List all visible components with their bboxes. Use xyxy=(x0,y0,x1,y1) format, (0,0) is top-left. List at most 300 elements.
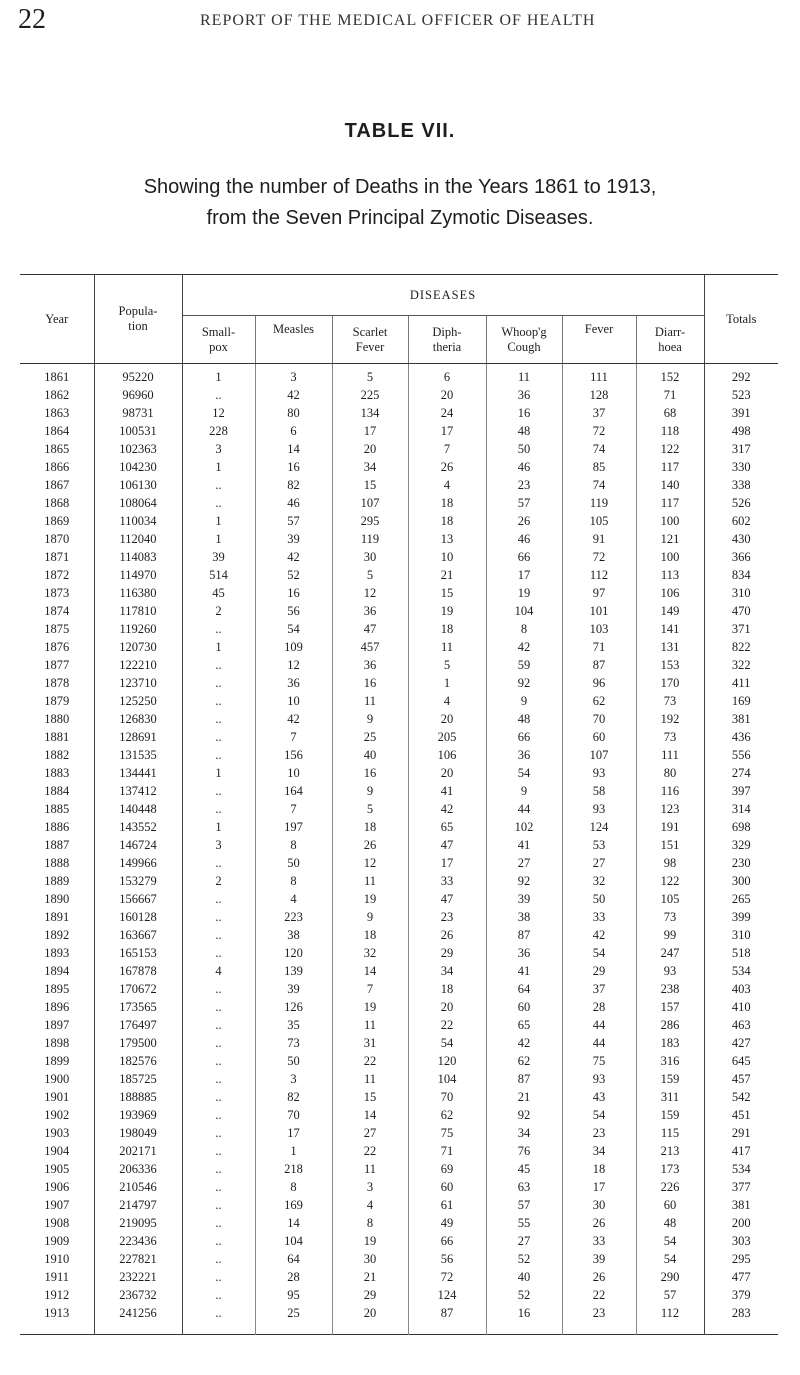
totals-cell: 230 xyxy=(704,854,778,872)
year-cell: 1902 xyxy=(44,1107,70,1122)
whooping-cough-cell: 62 xyxy=(486,1052,562,1070)
whoop-header-line-2: Cough xyxy=(507,339,541,354)
year-cell: 1886 xyxy=(44,819,70,834)
population-cell: 106130 xyxy=(94,476,182,494)
measles-cell: 14 xyxy=(255,440,332,458)
diarrhoea-cell: 106 xyxy=(636,584,704,602)
scarlet-fever-cell: 34 xyxy=(332,458,408,476)
diarrhoea-cell: 57 xyxy=(636,1286,704,1304)
year-cell: 1911 xyxy=(44,1269,70,1284)
fever-cell: 72 xyxy=(562,422,636,440)
table-row xyxy=(20,1034,778,1052)
scarlet-fever-cell: 36 xyxy=(332,656,408,674)
population-cell: 114083 xyxy=(94,548,182,566)
measles-cell: 39 xyxy=(255,980,332,998)
scarlet-fever-cell: 17 xyxy=(332,422,408,440)
smallpox-cell: .. xyxy=(182,1196,255,1214)
year-cell: 1861 xyxy=(44,369,70,384)
caption-line-2: from the Seven Principal Zymotic Diseases. xyxy=(206,207,594,229)
smallpox-cell: .. xyxy=(182,674,255,692)
scarlet-fever-cell: 295 xyxy=(332,512,408,530)
population-cell: 214797 xyxy=(94,1196,182,1214)
population-cell: 170672 xyxy=(94,980,182,998)
year-cell: 1894 xyxy=(44,963,70,978)
fever-cell: 119 xyxy=(562,494,636,512)
totals-cell: 338 xyxy=(704,476,778,494)
whooping-cough-cell: 26 xyxy=(486,512,562,530)
population-cell: 223436 xyxy=(94,1232,182,1250)
population-cell: 236732 xyxy=(94,1286,182,1304)
table-row xyxy=(20,1142,778,1160)
totals-cell: 399 xyxy=(704,908,778,926)
whooping-cough-cell: 44 xyxy=(486,800,562,818)
diarr-header-line-2: hoea xyxy=(658,339,682,354)
population-cell: 153279 xyxy=(94,872,182,890)
measles-cell: 70 xyxy=(255,1106,332,1124)
fever-cell: 111 xyxy=(562,364,636,387)
year-cell: 1895 xyxy=(44,981,70,996)
year-cell: 1885 xyxy=(44,801,70,816)
diarrhoea-cell: 60 xyxy=(636,1196,704,1214)
diarrhoea-cell: 118 xyxy=(636,422,704,440)
measles-cell: 46 xyxy=(255,494,332,512)
whooping-cough-cell: 76 xyxy=(486,1142,562,1160)
totals-cell: 314 xyxy=(704,800,778,818)
table-row xyxy=(20,458,778,476)
diphtheria-cell: 13 xyxy=(408,530,486,548)
fever-cell: 23 xyxy=(562,1304,636,1322)
whooping-cough-cell: 42 xyxy=(486,1034,562,1052)
population-cell: 165153 xyxy=(94,944,182,962)
diarrhoea-cell: 98 xyxy=(636,854,704,872)
smallpox-cell: .. xyxy=(182,656,255,674)
diarrhoea-cell: 151 xyxy=(636,836,704,854)
table-row xyxy=(20,364,778,387)
diphtheria-cell: 70 xyxy=(408,1088,486,1106)
totals-cell: 534 xyxy=(704,962,778,980)
smallpox-cell: .. xyxy=(182,1250,255,1268)
fever-cell: 50 xyxy=(562,890,636,908)
table-row xyxy=(20,566,778,584)
totals-cell: 498 xyxy=(704,422,778,440)
whooping-cough-cell: 39 xyxy=(486,890,562,908)
table-row xyxy=(20,476,778,494)
diarrhoea-cell: 157 xyxy=(636,998,704,1016)
whooping-cough-cell: 11 xyxy=(486,364,562,387)
diphtheria-cell: 60 xyxy=(408,1178,486,1196)
population-cell: 185725 xyxy=(94,1070,182,1088)
measles-cell: 42 xyxy=(255,386,332,404)
diphtheria-cell: 22 xyxy=(408,1016,486,1034)
diarrhoea-cell: 71 xyxy=(636,386,704,404)
scarlet-fever-cell: 30 xyxy=(332,548,408,566)
measles-cell: 95 xyxy=(255,1286,332,1304)
fever-cell: 124 xyxy=(562,818,636,836)
measles-cell: 156 xyxy=(255,746,332,764)
whooping-cough-cell: 64 xyxy=(486,980,562,998)
diphtheria-cell: 87 xyxy=(408,1304,486,1322)
measles-cell: 36 xyxy=(255,674,332,692)
diphtheria-cell: 10 xyxy=(408,548,486,566)
measles-cell: 56 xyxy=(255,602,332,620)
fever-cell: 87 xyxy=(562,656,636,674)
year-cell: 1913 xyxy=(44,1305,70,1320)
measles-cell: 73 xyxy=(255,1034,332,1052)
smallpox-cell: .. xyxy=(182,476,255,494)
totals-cell: 534 xyxy=(704,1160,778,1178)
scarlet-fever-cell: 5 xyxy=(332,566,408,584)
table-row xyxy=(20,728,778,746)
scarlet-fever-cell: 25 xyxy=(332,728,408,746)
measles-cell: 120 xyxy=(255,944,332,962)
smallpox-cell: .. xyxy=(182,890,255,908)
table-row xyxy=(20,944,778,962)
fever-cell: 34 xyxy=(562,1142,636,1160)
table-row xyxy=(20,710,778,728)
table-row xyxy=(20,908,778,926)
population-cell: 227821 xyxy=(94,1250,182,1268)
year-cell: 1868 xyxy=(44,495,70,510)
diarrhoea-cell: 111 xyxy=(636,746,704,764)
table-row xyxy=(20,512,778,530)
fever-cell: 32 xyxy=(562,872,636,890)
fever-cell: 54 xyxy=(562,944,636,962)
population-cell: 131535 xyxy=(94,746,182,764)
measles-cell: 10 xyxy=(255,692,332,710)
population-cell: 206336 xyxy=(94,1160,182,1178)
totals-cell: 430 xyxy=(704,530,778,548)
population-cell: 112040 xyxy=(94,530,182,548)
scarlet-fever-cell: 15 xyxy=(332,476,408,494)
smallpox-cell: .. xyxy=(182,926,255,944)
fever-cell: 30 xyxy=(562,1196,636,1214)
year-cell: 1867 xyxy=(44,477,70,492)
diarrhoea-cell: 170 xyxy=(636,674,704,692)
diphtheria-cell: 19 xyxy=(408,602,486,620)
totals-cell: 291 xyxy=(704,1124,778,1142)
whooping-cough-cell: 59 xyxy=(486,656,562,674)
population-cell: 163667 xyxy=(94,926,182,944)
smallpox-cell: .. xyxy=(182,710,255,728)
measles-cell: 50 xyxy=(255,854,332,872)
diarrhoea-cell: 226 xyxy=(636,1178,704,1196)
table-row xyxy=(20,1160,778,1178)
whooping-cough-cell: 23 xyxy=(486,476,562,494)
table-row xyxy=(20,1124,778,1142)
year-cell: 1900 xyxy=(44,1071,70,1086)
fever-cell: 53 xyxy=(562,836,636,854)
population-cell: 108064 xyxy=(94,494,182,512)
smallpox-cell: .. xyxy=(182,980,255,998)
scarlet-fever-cell: 9 xyxy=(332,710,408,728)
fever-cell: 42 xyxy=(562,926,636,944)
year-cell: 1907 xyxy=(44,1197,70,1212)
diph-header-line-1: Diph- xyxy=(432,324,462,339)
population-cell: 173565 xyxy=(94,998,182,1016)
smallpox-cell: .. xyxy=(182,494,255,512)
fever-cell: 60 xyxy=(562,728,636,746)
diarrhoea-cell: 290 xyxy=(636,1268,704,1286)
measles-cell: 12 xyxy=(255,656,332,674)
population-cell: 160128 xyxy=(94,908,182,926)
measles-cell: 169 xyxy=(255,1196,332,1214)
population-cell: 100531 xyxy=(94,422,182,440)
smallpox-cell: .. xyxy=(182,854,255,872)
measles-cell: 50 xyxy=(255,1052,332,1070)
smallpox-cell: .. xyxy=(182,1160,255,1178)
fever-cell: 18 xyxy=(562,1160,636,1178)
year-cell: 1871 xyxy=(44,549,70,564)
fever-cell: 112 xyxy=(562,566,636,584)
year-cell: 1875 xyxy=(44,621,70,636)
diphtheria-cell: 205 xyxy=(408,728,486,746)
whooping-cough-cell: 40 xyxy=(486,1268,562,1286)
population-cell: 123710 xyxy=(94,674,182,692)
table-row xyxy=(20,638,778,656)
year-cell: 1905 xyxy=(44,1161,70,1176)
diphtheria-cell: 20 xyxy=(408,998,486,1016)
diarrhoea-cell: 73 xyxy=(636,692,704,710)
diarrhoea-cell: 99 xyxy=(636,926,704,944)
population-cell: 126830 xyxy=(94,710,182,728)
population-cell: 219095 xyxy=(94,1214,182,1232)
table-row xyxy=(20,656,778,674)
diarrhoea-cell: 286 xyxy=(636,1016,704,1034)
whooping-cough-cell: 46 xyxy=(486,458,562,476)
whooping-cough-cell: 60 xyxy=(486,998,562,1016)
population-cell: 176497 xyxy=(94,1016,182,1034)
smallpox-cell: 2 xyxy=(182,872,255,890)
scarlet-fever-cell: 20 xyxy=(332,440,408,458)
scarlet-fever-cell: 18 xyxy=(332,926,408,944)
fever-cell: 96 xyxy=(562,674,636,692)
diphtheria-cell: 106 xyxy=(408,746,486,764)
table-row xyxy=(20,782,778,800)
totals-cell: 602 xyxy=(704,512,778,530)
smallpox-cell: .. xyxy=(182,1232,255,1250)
diphtheria-cell: 26 xyxy=(408,458,486,476)
totals-cell: 381 xyxy=(704,710,778,728)
scarlet-fever-cell: 5 xyxy=(332,364,408,387)
totals-cell: 310 xyxy=(704,584,778,602)
scarlet-fever-cell: 457 xyxy=(332,638,408,656)
fever-cell: 44 xyxy=(562,1034,636,1052)
fever-cell: 75 xyxy=(562,1052,636,1070)
smallpox-cell: 1 xyxy=(182,638,255,656)
measles-cell: 139 xyxy=(255,962,332,980)
diphtheria-cell: 18 xyxy=(408,494,486,512)
table-row xyxy=(20,602,778,620)
year-cell: 1890 xyxy=(44,891,70,906)
smallpox-cell: .. xyxy=(182,1124,255,1142)
diphtheria-cell: 15 xyxy=(408,584,486,602)
measles-cell: 164 xyxy=(255,782,332,800)
scarlet-fever-cell: 47 xyxy=(332,620,408,638)
smallpox-cell: .. xyxy=(182,620,255,638)
diphtheria-cell: 65 xyxy=(408,818,486,836)
diphtheria-cell: 20 xyxy=(408,764,486,782)
whoop-header-line-1: Whoop'g xyxy=(501,324,547,339)
year-cell: 1891 xyxy=(44,909,70,924)
diarrhoea-cell: 141 xyxy=(636,620,704,638)
table-row xyxy=(20,854,778,872)
scarlet-fever-cell: 11 xyxy=(332,692,408,710)
fever-cell: 93 xyxy=(562,764,636,782)
smallpox-cell: 3 xyxy=(182,836,255,854)
fever-cell: 39 xyxy=(562,1250,636,1268)
measles-cell: 64 xyxy=(255,1250,332,1268)
smallpox-cell: 228 xyxy=(182,422,255,440)
table-row xyxy=(20,530,778,548)
diphtheria-cell: 66 xyxy=(408,1232,486,1250)
whooping-cough-cell: 46 xyxy=(486,530,562,548)
smallpox-cell: .. xyxy=(182,386,255,404)
caption-line-1: Showing the number of Deaths in the Years 1861 to 1913, xyxy=(143,176,657,198)
table-row xyxy=(20,1196,778,1214)
totals-cell: 377 xyxy=(704,1178,778,1196)
year-cell: 1869 xyxy=(44,513,70,528)
totals-cell: 379 xyxy=(704,1286,778,1304)
measles-cell: 4 xyxy=(255,890,332,908)
totals-cell: 397 xyxy=(704,782,778,800)
diphtheria-cell: 75 xyxy=(408,1124,486,1142)
population-cell: 98731 xyxy=(94,404,182,422)
fever-cell: 17 xyxy=(562,1178,636,1196)
whooping-cough-cell: 45 xyxy=(486,1160,562,1178)
year-cell: 1877 xyxy=(44,657,70,672)
measles-cell: 82 xyxy=(255,1088,332,1106)
diphtheria-cell: 24 xyxy=(408,404,486,422)
table-row xyxy=(20,1088,778,1106)
table-row xyxy=(20,800,778,818)
diphtheria-cell: 7 xyxy=(408,440,486,458)
population-cell: 125250 xyxy=(94,692,182,710)
whooping-cough-cell: 92 xyxy=(486,674,562,692)
measles-cell: 42 xyxy=(255,548,332,566)
diarrhoea-cell: 122 xyxy=(636,872,704,890)
totals-cell: 411 xyxy=(704,674,778,692)
diphtheria-cell: 56 xyxy=(408,1250,486,1268)
totals-cell: 834 xyxy=(704,566,778,584)
whooping-cough-cell: 41 xyxy=(486,836,562,854)
scarlet-fever-cell: 26 xyxy=(332,836,408,854)
whooping-cough-cell: 104 xyxy=(486,602,562,620)
whooping-cough-cell: 36 xyxy=(486,386,562,404)
fever-cell: 62 xyxy=(562,692,636,710)
diphtheria-cell: 26 xyxy=(408,926,486,944)
totals-cell: 300 xyxy=(704,872,778,890)
scarlet-fever-cell: 19 xyxy=(332,890,408,908)
population-cell: 210546 xyxy=(94,1178,182,1196)
whooping-cough-cell: 52 xyxy=(486,1286,562,1304)
totals-cell: 410 xyxy=(704,998,778,1016)
fever-cell: 93 xyxy=(562,800,636,818)
smallpox-cell: .. xyxy=(182,1142,255,1160)
diarrhoea-cell: 105 xyxy=(636,890,704,908)
population-cell: 140448 xyxy=(94,800,182,818)
population-cell: 193969 xyxy=(94,1106,182,1124)
diphtheria-cell: 17 xyxy=(408,854,486,872)
population-cell: 102363 xyxy=(94,440,182,458)
table-row xyxy=(20,1178,778,1196)
diphtheria-cell: 21 xyxy=(408,566,486,584)
smallpox-cell: 1 xyxy=(182,512,255,530)
totals-cell: 518 xyxy=(704,944,778,962)
year-cell: 1906 xyxy=(44,1179,70,1194)
table-row xyxy=(20,1250,778,1268)
diphtheria-cell: 54 xyxy=(408,1034,486,1052)
table-row xyxy=(20,890,778,908)
fever-cell: 43 xyxy=(562,1088,636,1106)
scarlet-fever-cell: 11 xyxy=(332,1016,408,1034)
scarlet-fever-cell: 4 xyxy=(332,1196,408,1214)
smallpox-cell: 2 xyxy=(182,602,255,620)
totals-cell: 645 xyxy=(704,1052,778,1070)
table-row xyxy=(20,980,778,998)
diarrhoea-cell: 48 xyxy=(636,1214,704,1232)
diphtheria-cell: 124 xyxy=(408,1286,486,1304)
year-cell: 1909 xyxy=(44,1233,70,1248)
measles-cell: 197 xyxy=(255,818,332,836)
measles-cell: 3 xyxy=(255,1070,332,1088)
diphtheria-cell: 20 xyxy=(408,710,486,728)
scarlet-fever-cell: 12 xyxy=(332,584,408,602)
measles-cell: 38 xyxy=(255,926,332,944)
scarlet-fever-cell: 11 xyxy=(332,872,408,890)
smallpox-cell: 45 xyxy=(182,584,255,602)
fever-cell: 97 xyxy=(562,584,636,602)
year-cell: 1903 xyxy=(44,1125,70,1140)
year-cell: 1883 xyxy=(44,765,70,780)
measles-cell: 57 xyxy=(255,512,332,530)
totals-cell: 391 xyxy=(704,404,778,422)
measles-cell: 52 xyxy=(255,566,332,584)
smallpox-cell: .. xyxy=(182,1088,255,1106)
population-header xyxy=(94,275,182,364)
whooping-cough-cell: 87 xyxy=(486,1070,562,1088)
year-cell: 1866 xyxy=(44,459,70,474)
smallpox-cell: 1 xyxy=(182,818,255,836)
diarrhoea-cell: 121 xyxy=(636,530,704,548)
whooping-cough-cell: 92 xyxy=(486,1106,562,1124)
fever-cell: 54 xyxy=(562,1106,636,1124)
measles-cell: 42 xyxy=(255,710,332,728)
totals-cell: 427 xyxy=(704,1034,778,1052)
fever-cell: 91 xyxy=(562,530,636,548)
measles-cell: 10 xyxy=(255,764,332,782)
diphtheria-cell: 18 xyxy=(408,980,486,998)
totals-cell: 310 xyxy=(704,926,778,944)
deaths-table-body xyxy=(20,364,778,1323)
year-cell: 1912 xyxy=(44,1287,70,1302)
smallpox-cell: 3 xyxy=(182,440,255,458)
diarrhoea-cell: 311 xyxy=(636,1088,704,1106)
table-row xyxy=(20,548,778,566)
scarlet-fever-cell: 22 xyxy=(332,1142,408,1160)
totals-cell: 451 xyxy=(704,1106,778,1124)
totals-cell: 317 xyxy=(704,440,778,458)
totals-cell: 698 xyxy=(704,818,778,836)
diphtheria-cell: 61 xyxy=(408,1196,486,1214)
diphtheria-cell: 71 xyxy=(408,1142,486,1160)
measles-cell: 1 xyxy=(255,1142,332,1160)
year-cell: 1880 xyxy=(44,711,70,726)
totals-header: Totals xyxy=(704,275,778,364)
year-cell: 1910 xyxy=(44,1251,70,1266)
whooping-cough-cell: 36 xyxy=(486,746,562,764)
year-cell: 1873 xyxy=(44,585,70,600)
whooping-cough-cell: 19 xyxy=(486,584,562,602)
